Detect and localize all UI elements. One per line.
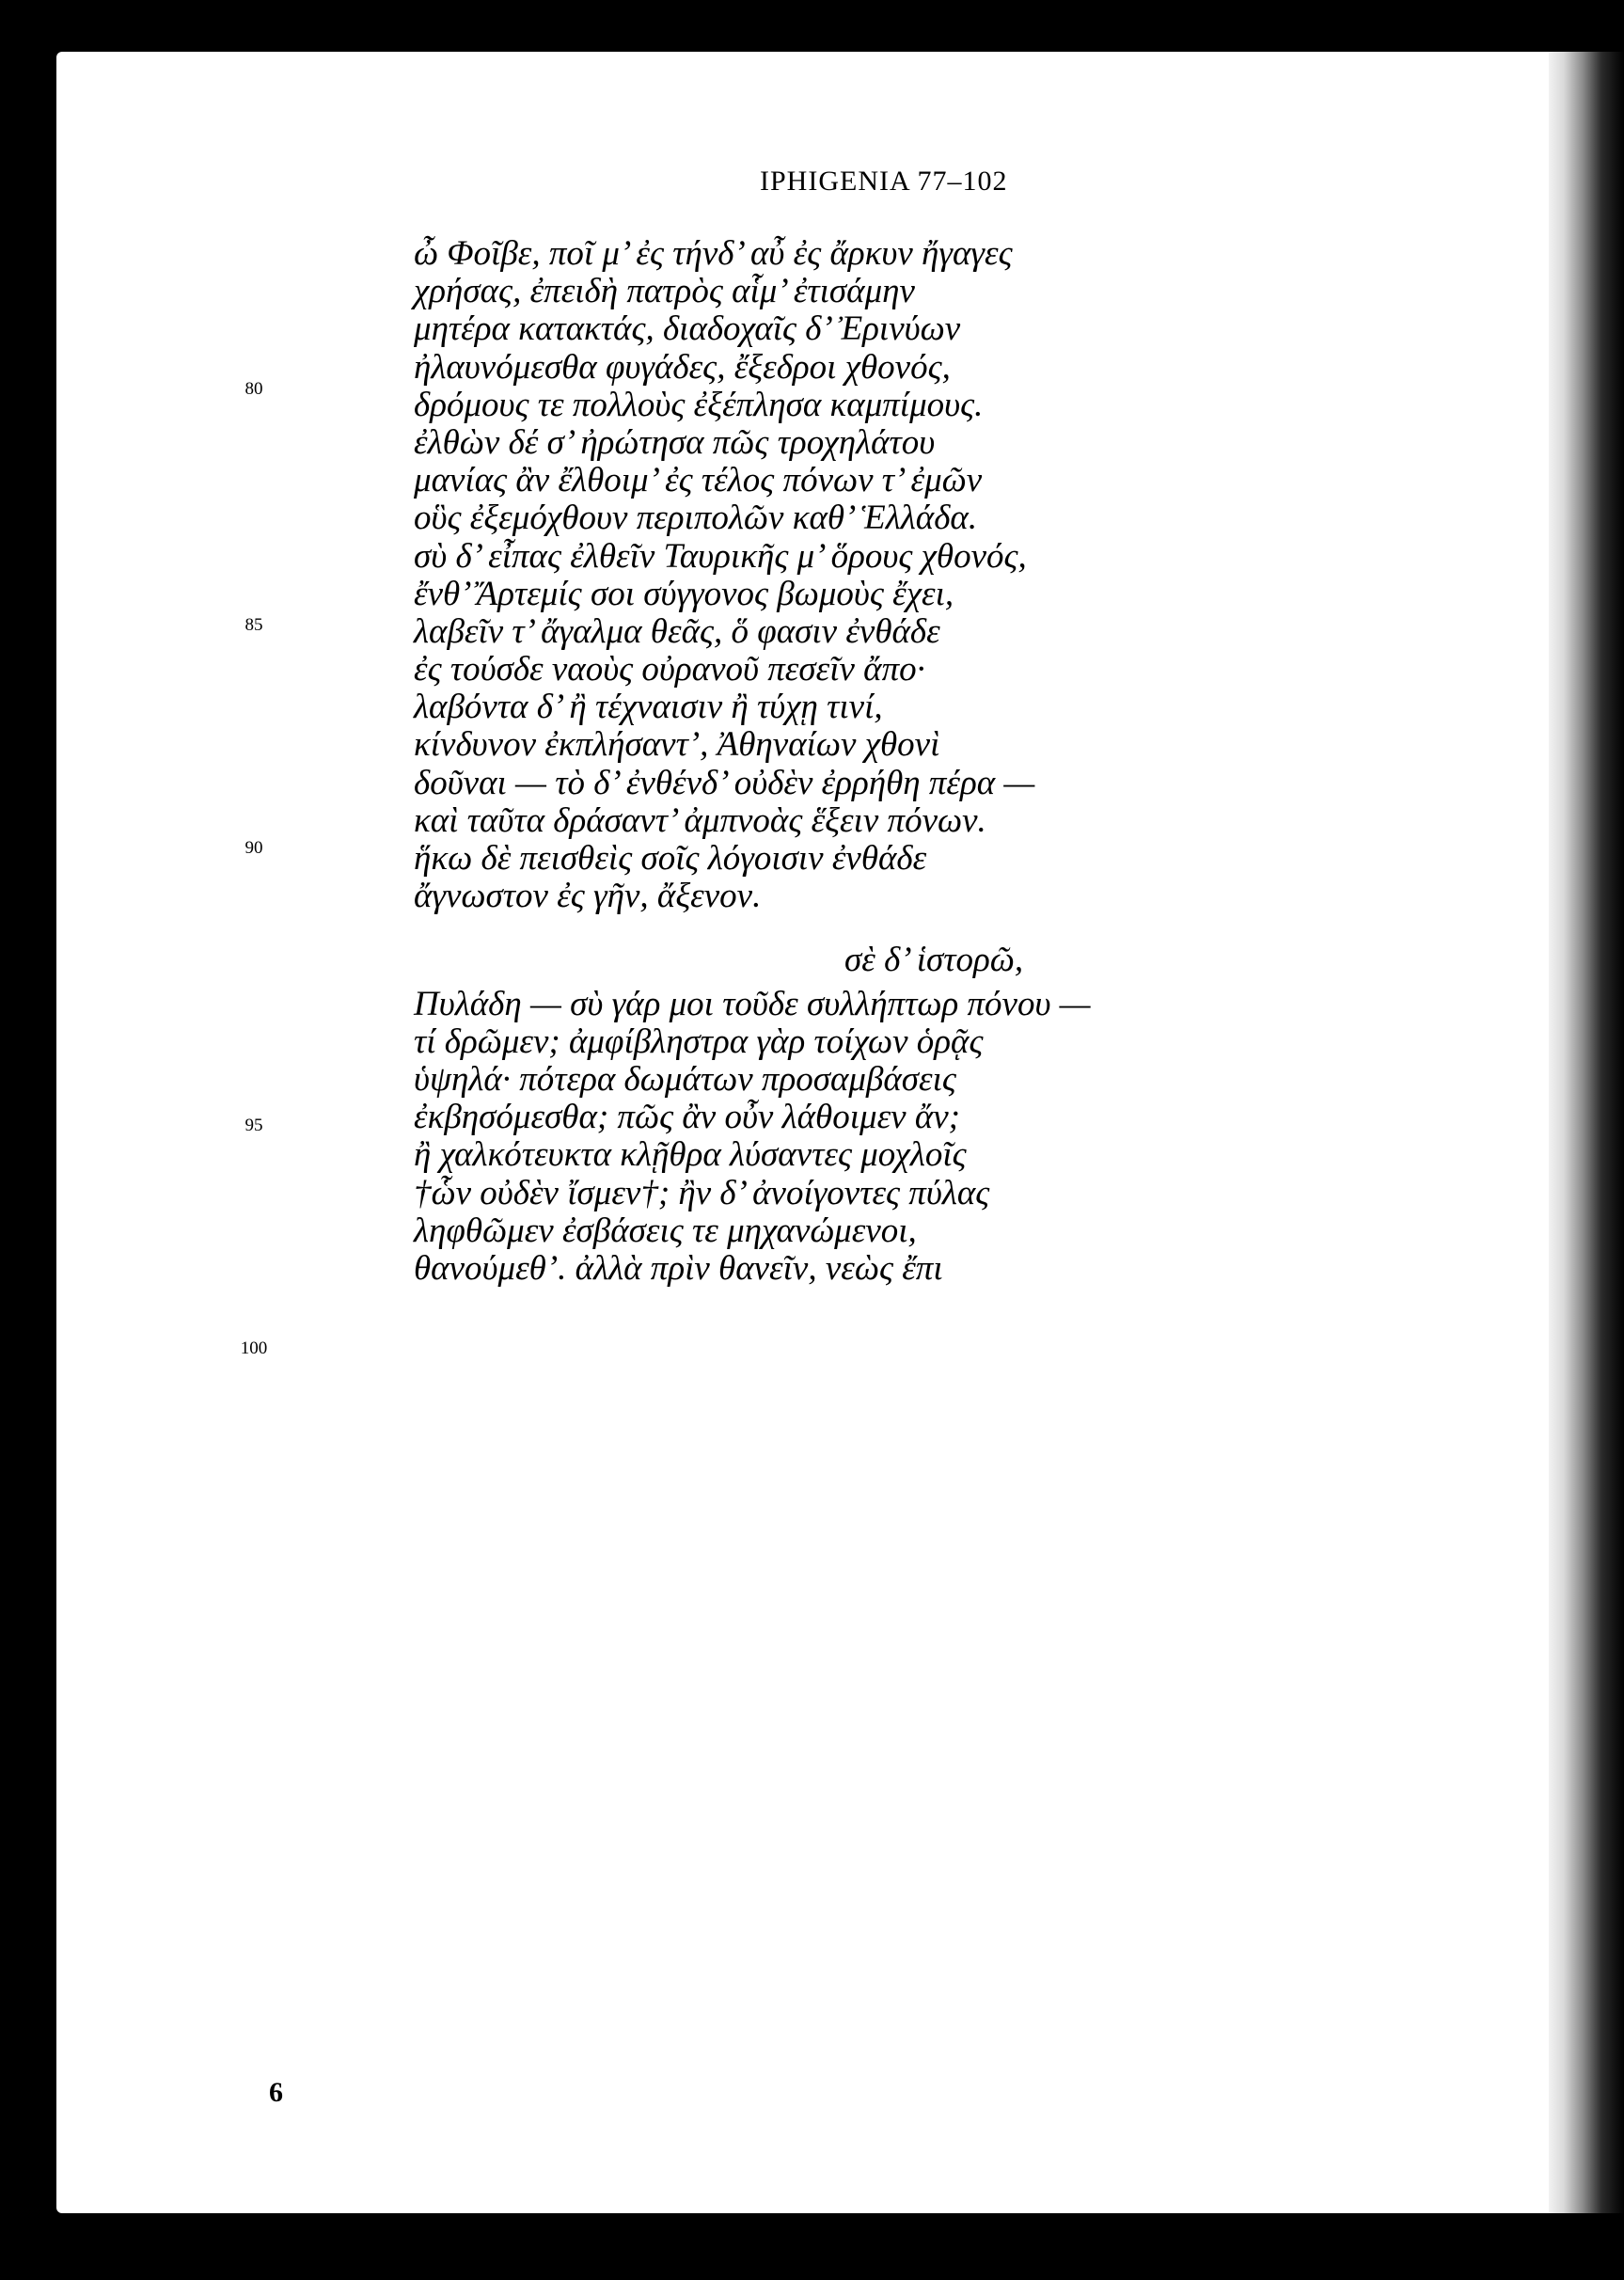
verse-line-96: τί δρῶμεν; ἀμφίβληστρα γὰρ τοίχων ὁρᾷς bbox=[414, 1021, 984, 1061]
verse-line-97: ὑψηλά· πότερα δωμάτων προσαμβάσεις bbox=[414, 1059, 956, 1099]
verse-line-83: μανίας ἂν ἔλθοιμ’ ἐς τέλος πόνων τ’ ἐμῶν bbox=[414, 461, 983, 500]
verse-line-82: ἐλθὼν δέ σ’ ἠρώτησα πῶς τροχηλάτου bbox=[414, 422, 936, 462]
verse-line-101: ληφθῶμεν ἐσβάσεις τε μηχανώμενοι, bbox=[414, 1211, 917, 1250]
line-number-95: 95 bbox=[244, 1116, 263, 1135]
verse-line-94a: ἄγνωστον ἐς γῆν, ἄξενον. bbox=[414, 877, 762, 916]
verse-line-99: ἢ χαλκότευκτα κλῇθρα λύσαντες μοχλοῖς bbox=[414, 1135, 967, 1175]
verse-text bbox=[414, 235, 1091, 1288]
line-number-100: 100 bbox=[240, 1338, 268, 1358]
verse-line-102: θανούμεθ’. ἀλλὰ πρὶν θανεῖν, νεὼς ἔπι bbox=[414, 1248, 943, 1288]
line-number-85: 85 bbox=[244, 615, 263, 635]
verse-line-90: κίνδυνον ἐκπλήσαντ’, Ἀθηναίων χθονὶ bbox=[414, 725, 940, 765]
verse-line-92: καὶ ταῦτα δράσαντ’ ἀμπνοὰς ἕξειν πόνων. bbox=[414, 800, 986, 840]
page-number: 6 bbox=[269, 2077, 283, 2108]
verse-line-93: ἥκω δὲ πεισθεὶς σοῖς λόγοισιν ἐνθάδε bbox=[414, 839, 927, 878]
verse-line-88: ἐς τούσδε ναοὺς οὐρανοῦ πεσεῖν ἄπο· bbox=[414, 650, 925, 689]
verse-line-89: λαβόντα δ’ ἢ τέχναισιν ἢ τύχῃ τινί, bbox=[414, 688, 883, 727]
verse-line-98: ἐκβησόμεσθα; πῶς ἂν οὖν λάθοιμεν ἄν; bbox=[414, 1098, 960, 1137]
verse-line-94b: σὲ δ’ ἱστορῶ, bbox=[844, 941, 1024, 980]
verse-line-91: δοῦναι — τὸ δ’ ἐνθένδ’ οὐδὲν ἐρρήθη πέρα — bbox=[414, 763, 1035, 802]
verse-line-84: οὓς ἐξεμόχθουν περιπολῶν καθ’ Ἑλλάδα. bbox=[414, 499, 978, 538]
verse-line-85: σὺ δ’ εἶπας ἐλθεῖν Ταυρικῆς μ’ ὅρους χθονός, bbox=[414, 536, 1027, 576]
verse-line-77: ὦ Φοῖβε, ποῖ μ’ ἐς τήνδ’ αὖ ἐς ἄρκυν ἤγαγες bbox=[414, 234, 1013, 273]
book-spine-edge bbox=[1549, 52, 1624, 2213]
verse-line-95: Πυλάδη — σὺ γάρ μοι τοῦδε συλλήπτωρ πόνου — bbox=[414, 984, 1091, 1023]
verse-line-86: ἔνθ’ Ἄρτεμίς σοι σύγγονος βωμοὺς ἔχει, bbox=[414, 574, 954, 613]
verse-line-81: δρόμους τε πολλοὺς ἐξέπλησα καμπίμους. bbox=[414, 385, 984, 424]
line-number-90: 90 bbox=[244, 838, 263, 858]
verse-line-87: λαβεῖν τ’ ἄγαλμα θεᾶς, ὅ φασιν ἐνθάδε bbox=[414, 611, 940, 651]
verse-line-80: ἠλαυνόμεσθα φυγάδες, ἔξεδροι χθονός, bbox=[414, 347, 951, 387]
verse-line-78: χρήσας, ἐπειδὴ πατρὸς αἷμ’ ἐτισάμην bbox=[414, 272, 915, 311]
verse-line-100: †ὧν οὐδὲν ἴσμεν†; ἢν δ’ ἀνοίγοντες πύλας bbox=[414, 1173, 990, 1212]
verse-line-79: μητέρα κατακτάς, διαδοχαῖς δ’ Ἐρινύων bbox=[414, 309, 961, 349]
line-number-80: 80 bbox=[244, 379, 263, 399]
running-head: IPHIGENIA 77–102 bbox=[760, 166, 1008, 197]
